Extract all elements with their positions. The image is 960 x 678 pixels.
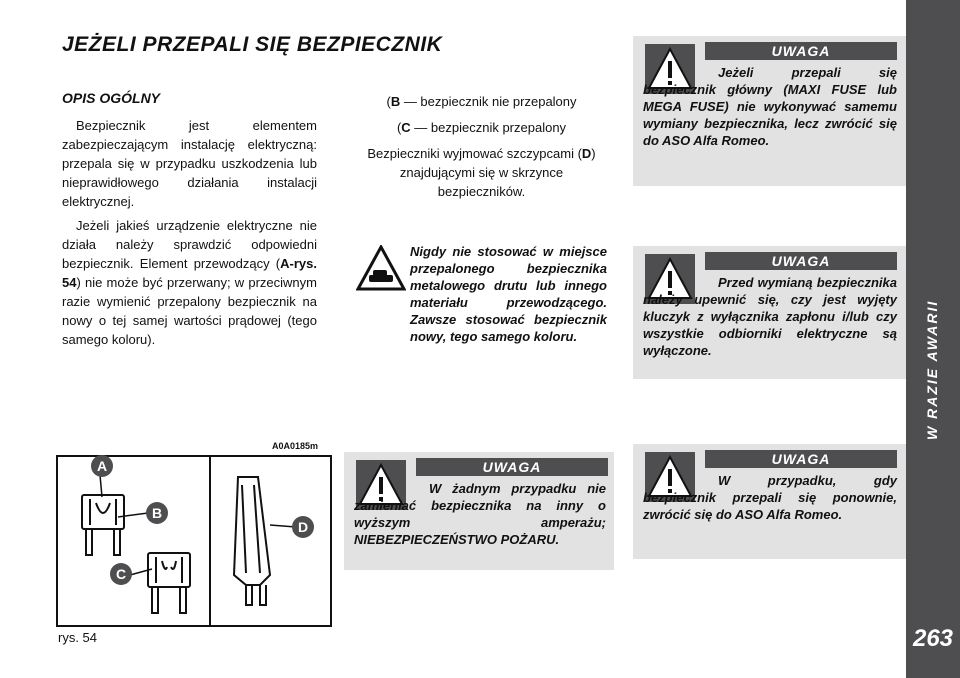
legend-description: — bezpiecznik przepalony [410,120,567,135]
legend-description: — bezpiecznik nie przepalony [400,94,577,109]
note-car [355,243,607,345]
legend-b: (B — bezpiecznik nie przepalony [386,94,577,109]
fuse-illustration [56,455,332,627]
legend-d [355,144,608,201]
warning-label: UWAGA [705,450,897,468]
warning-box-4 [344,452,614,570]
fuse-blown [148,553,190,613]
legend-letter: B [390,94,401,109]
warning-box-1 [633,36,906,186]
paragraph-fuse-check [62,216,317,349]
label-c: C [110,563,132,585]
fuse-intact [82,495,124,555]
page-number: 263 [912,625,954,652]
warning-box-2 [633,246,906,379]
label-b: B [146,502,168,524]
text-segment: Bezpieczniki wyjmować szczypcami ( [367,146,582,161]
text-segment: ) znajdującymi się w skrzynce bezpieczników. [399,146,596,199]
warning-label: UWAGA [705,42,897,60]
label-a: A [91,455,113,477]
note-car-text: Nigdy nie stosować w miejsce przepalonego bezpiecznika metalowego drutu lub innego materiału przewodzącego. Zawsze stosować bezpiecznik nowy, tego samego koloru. [410,244,607,344]
section-subtitle: OPIS OGÓLNY [62,90,161,106]
warning-box-3 [633,444,906,559]
paragraph-fuse-purpose: Bezpiecznik jest elementem zabezpieczającym instalację elektryczną: przepala się w przypadku uszkodzenia lub nieprawidłowego działania instalacji elektrycznej. [62,118,317,209]
text-segment: Jeżeli jakieś urządzenie elektryczne nie działa należy sprawdzić odpowiedni bezpiecznik. Element przewodzący ( [62,218,317,271]
section-title: W RAZIE AWARII [924,299,940,440]
warning-text-2: Przed wymianą bezpiecznika należy upewnić się, czy jest wyjęty kluczyk z wyłącznika zapłonu i/lub czy wszystkie odbiorniki elektryczne są wyłączone. [643,275,897,358]
warning-label: UWAGA [416,458,608,476]
legend-text [355,92,608,208]
legend-letter: D [581,146,592,161]
warning-text-1: Jeżeli przepali się bezpiecznik główny (MAXI FUSE lub MEGA FUSE) nie wykonywać samemu wymiany bezpiecznika, lecz zwrócić się do ASO Alfa Romeo. [643,65,897,148]
figure-caption: rys. 54 [58,630,98,645]
text-segment: ) nie może być przerwany; w przeciwnym razie wymienić przepalony bezpiecznik na nowy o tej samej wartości prądowej (tego samego koloru). [62,275,317,347]
label-d: D [292,516,314,538]
general-description [62,116,317,354]
legend-letter: C [401,120,411,135]
warning-text-4: W żadnym przypadku nie zamieniać bezpiecznika na inny o wyższym amperażu; NIEBEZPIECZEŃSTWO POŻARU. [354,481,606,547]
warning-label: UWAGA [705,252,897,270]
warning-text-3: W przypadku, gdy bezpiecznik przepali się ponownie, zwrócić się do ASO Alfa Romeo. [643,473,897,522]
page-title: JEŻELI PRZEPALI SIĘ BEZPIECZNIK [62,33,443,56]
legend-c: (C — bezpiecznik przepalony [396,120,567,135]
figure-reference: A-rys. 54 [62,256,317,290]
section-title-vertical [918,299,948,440]
figure-code: A0A0185m [272,441,319,451]
fuse-puller [234,477,270,605]
